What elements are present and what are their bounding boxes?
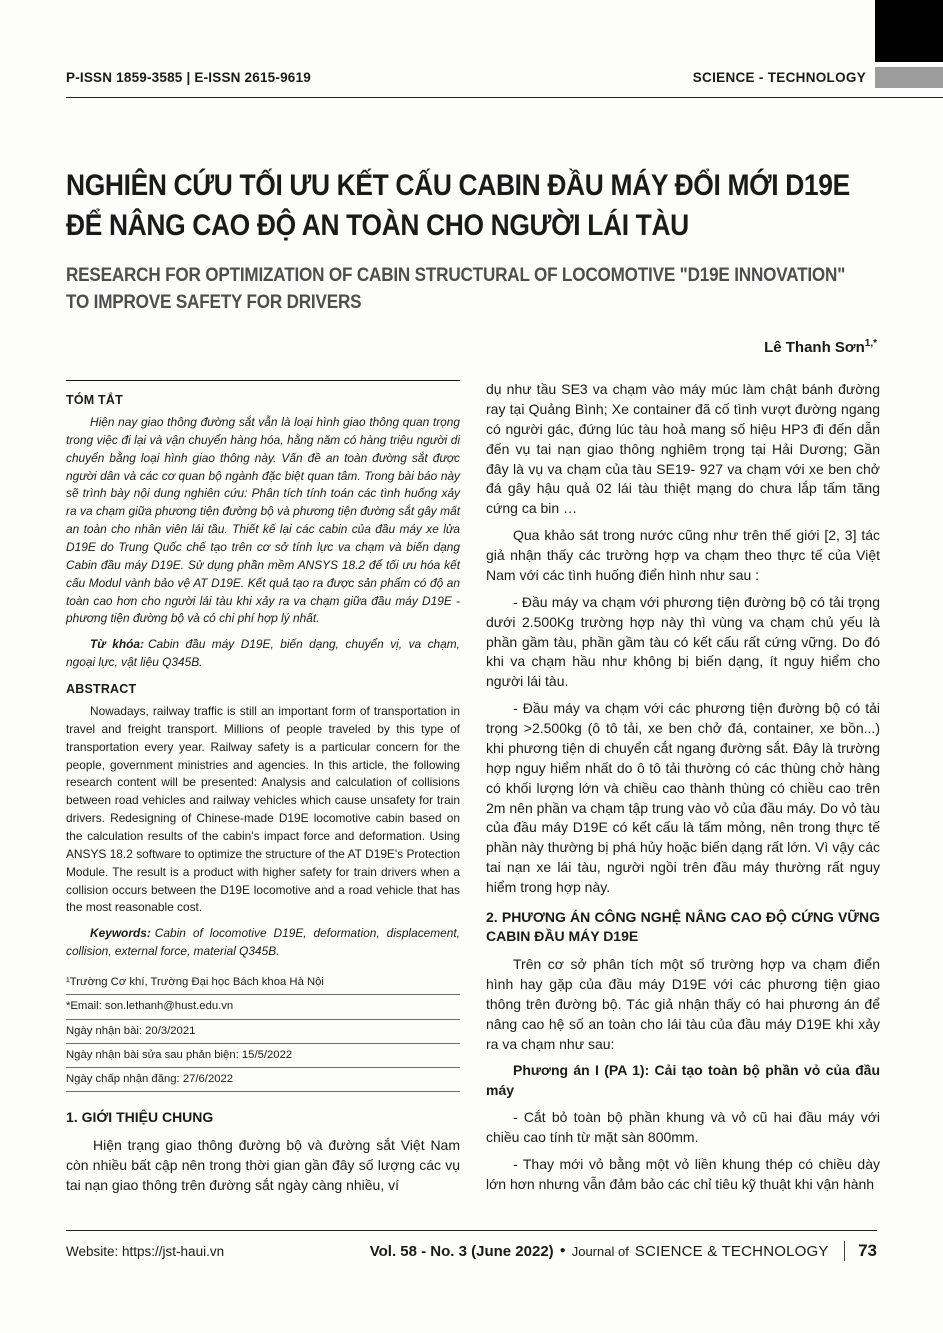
left-column [66, 380, 460, 1203]
issn-text: P-ISSN 1859-3585 | E-ISSN 2615-9619 [66, 69, 311, 85]
body-paragraph-dash-2: - Thay mới vỏ bằng một vỏ liền khung thép có chiều dày lớn hơn nhưng vẫn đảm bảo các chỉ tiêu kỹ thuật khi vận hành [486, 1155, 880, 1192]
right-column [486, 380, 880, 1203]
keywords-en-text: Cabin of locomotive D19E, deformation, displacement, collision, external force, material Q345B. [66, 926, 460, 959]
abstract-vi-keywords [66, 636, 460, 672]
body-paragraph-continuation: dụ như tầu SE3 va chạm vào máy múc làm chật bánh đường ray tại Quảng Bình; Xe container đã cố tình vượt đường ngang có người gác, đứng lúc tàu hoả mang số hiệu HP3 đi đến dẫn đến vụ tai nạn giao thông nghiêm trọng tại Hải Dương; Gần đây là vụ va chạm của tàu SE19- 927 va chạm với xe ben chở đá gây hậu quả 02 lái tàu thiệt mạng do chưa lắp tấm tăng cứng ca bin … [486, 381, 880, 517]
footer-right [370, 1241, 877, 1261]
journal-name: SCIENCE & TECHNOLOGY [634, 1242, 829, 1260]
page-number: 73 [858, 1241, 877, 1260]
page-content [66, 0, 880, 1203]
title-vi-line2: ĐỂ NÂNG CAO ĐỘ AN TOÀN CHO NGƯỜI LÁI TÀU [66, 209, 689, 242]
author-affiliation-mark: 1,* [864, 338, 877, 349]
footnote-accepted-date: Ngày chấp nhận đăng: 27/6/2022 [66, 1068, 460, 1092]
footnote-affiliation: ¹Trường Cơ khí, Trường Đại học Bách khoa Hà Nội [66, 971, 460, 995]
keywords-en-label: Keywords: [90, 926, 151, 941]
abstract-vi-heading: TÓM TẮT [66, 393, 123, 407]
abstract-en-body: Nowadays, railway traffic is still an important form of transportation in travel and freight transport. Millions of people traveled by this type of transportation every year. Railway safety is a particular concern for the people, government ministries and agencies. In this article, the following research content will be presented: Analysis and calculation of collisions between road vehicles and railway vehicles which cause unsafety for train drivers. Redesigning of Chinese-made D19E locomotive cabin based on the calculation results of the cabin's impact force and deformation. Using ANSYS 18.2 software to optimize the structure of the AT D19E's Protection Module. The result is a product with higher safety for train drivers when a collision occurs between the D19E locomotive and a road vehicle that has the most reasonable cost. [66, 704, 460, 915]
two-column-body [66, 380, 880, 1203]
article-title-vi [66, 166, 877, 246]
abstract-box [66, 380, 460, 1092]
article-title-en [66, 262, 877, 316]
footnote-revised-date: Ngày nhận bài sửa sau phản biện: 15/5/2022 [66, 1044, 460, 1068]
author-line [66, 338, 877, 356]
abstract-vi-body: Hiện nay giao thông đường sắt vẫn là loại hình giao thông quan trọng trong việc đi lại và vận chuyển hàng hóa, hằng năm có hàng triệu người di chuyển bằng loại hình giao thông này. Vấn đề an toàn đường sắt được người dân và các cơ quan bộ ngành đặc biệt quan tâm. Trong bài báo này sẽ trình bày nội dung nghiên cứu: Phân tích tính toán các tình huống xảy ra va chạm giữa phương tiện đường bộ và phương tiện đường sắt gây mất an toàn cho nhân viên lái tầu. Thiết kế lại các cabin của đầu máy xe lửa D19E do Trung Quốc chế tạo trên cơ sở tính lực va chạm và biến dạng Cabin đầu máy D19E. Sử dụng phần mềm ANSYS 18.2 để tối ưu hóa kết cấu Modul vành bảo vệ AT D19E. Kết quả tạo ra được sản phẩm có độ an toàn cao hơn cho người lái tàu khi xảy ra va chạm giữa đầu máy D19E - phương tiện đường bộ và có chi phí hợp lý nhất. [66, 415, 460, 626]
title-vi-line1: NGHIÊN CỨU TỐI ƯU KẾT CẤU CABIN ĐẦU MÁY ĐỔI MỚI D19E [66, 169, 850, 202]
abstract-en-heading: ABSTRACT [66, 682, 137, 697]
page-number-divider [844, 1241, 846, 1261]
section-label: SCIENCE - TECHNOLOGY [692, 69, 866, 85]
website-link[interactable]: https://jst-haui.vn [122, 1243, 225, 1259]
header-gray-marker [875, 67, 943, 88]
footnote-block [66, 971, 460, 1092]
title-en-line1: RESEARCH FOR OPTIMIZATION OF CABIN STRUCTURAL OF LOCOMOTIVE "D19E INNOVATION" [66, 265, 846, 286]
keywords-vi-text: Cabin đầu máy D19E, biến dạng, chuyển vị, va chạm, ngoại lực, vật liệu Q345B. [66, 637, 460, 670]
corner-black-marker [875, 0, 943, 62]
footnote-received-date: Ngày nhận bài: 20/3/2021 [66, 1020, 460, 1044]
author-name: Lê Thanh Sơn [764, 339, 865, 356]
body-paragraph: Qua khảo sát trong nước cũng như trên thế giới [2, 3] tác giả nhận thấy các trường hợp va chạm theo thực tế của Việt Nam với các tình huống điển hình như sau : [486, 527, 880, 583]
abstract-en-keywords [66, 925, 460, 961]
keywords-vi-label: Từ khóa: [90, 637, 144, 652]
bullet-separator-icon: ● [559, 1244, 566, 1256]
page-footer [66, 1230, 877, 1261]
section-2-heading: 2. PHƯƠNG ÁN CÔNG NGHỆ NÂNG CAO ĐỘ CỨNG VỮNG CABIN ĐẦU MÁY D19E [486, 908, 880, 945]
body-paragraph: Trên cơ sở phân tích một số trường hợp va chạm điển hình hay gặp của đầu máy D19E với các phương tiện giao thông trên đường bộ. Tác giả nhận thấy có hai phương án để nâng cao hệ số an toàn cho lái tàu của đầu máy D19E khi xảy ra va chạm như sau: [486, 956, 880, 1052]
section-1-paragraph: Hiện trạng giao thông đường bộ và đường sắt Việt Nam còn nhiều bất cập nên trong thời gian gần đây số lượng các vụ tai nạn giao thông trên đường sắt ngày càng nhiều, ví [66, 1136, 460, 1193]
option-1-heading: Phương án I (PA 1): Cải tạo toàn bộ phần vỏ của đầu máy [486, 1062, 880, 1099]
body-paragraph-bullet-1: - Đầu máy va chạm với phương tiện đường bộ có tải trọng dưới 2.500Kg trường hợp này thì vùng va chạm chủ yếu là phần gầm tàu, phần gầm tàu có kết cấu rất cứng vững. Do đó khi va chạm hầu như không bị biến dạng, ít nguy hiểm cho người lái tàu. [486, 593, 880, 690]
title-en-line2: TO IMPROVE SAFETY FOR DRIVERS [66, 292, 362, 313]
body-paragraph-bullet-2: - Đầu máy va chạm với các phương tiện đường bộ có tải trọng >2.500kg (ô tô tải, xe ben chở đá, container, xe bồn...) khi phương tiện di chuyển cắt ngang đường sắt. Đây là trường hợp nguy hiểm nhất do ô tô tải thường có các thùng chở hàng có khối lượng lớn và chiều cao thành thùng có chiều cao trên 2m nên phần va chạm tập trung vào vỏ của đầu máy. Do vỏ tàu của đầu máy D19E có kết cấu là tấm mỏng, nên trong thực tế phần này thường bị phá hủy hoặc biến dạng rất lớn. Vì vậy các tai nạn xe lái tàu, người ngồi trên đầu máy thường rất nguy hiểm trong hợp này. [486, 700, 880, 895]
footnote-email: *Email: son.lethanh@hust.edu.vn [66, 995, 460, 1019]
website-label: Website: [66, 1243, 123, 1259]
volume-issue-text: Vol. 58 - No. 3 (June 2022) [369, 1242, 554, 1260]
journal-prefix: Journal of [571, 1243, 629, 1259]
website [66, 1244, 224, 1259]
body-paragraph-dash-1: - Cắt bỏ toàn bộ phần khung và vỏ cũ hai đầu máy với chiều cao tính từ mặt sàn 800mm. [486, 1109, 880, 1146]
section-1-heading: 1. GIỚI THIỆU CHUNG [66, 1109, 214, 1126]
